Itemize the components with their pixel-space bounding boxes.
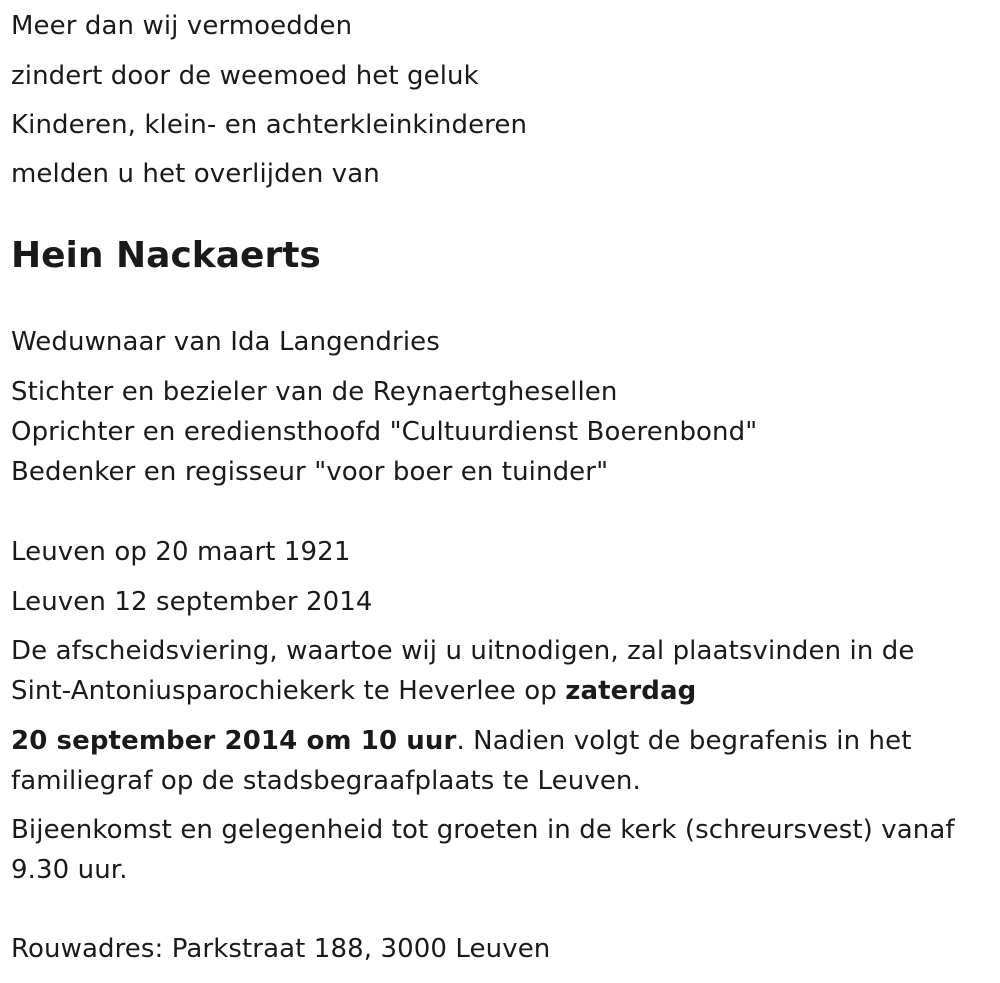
intro-line-3: Kinderen, klein- en achterkleinkinderen bbox=[11, 110, 528, 140]
ceremony-line-1: De afscheidsviering, waartoe wij u uitnodigen, zal plaatsvinden in de bbox=[11, 636, 915, 666]
ceremony-line-4: familiegraf op de stadsbegraafplaats te Leuven. bbox=[11, 766, 641, 796]
role-line-3: Oprichter en erediensthoofd "Cultuurdienst Boerenbond" bbox=[11, 417, 758, 447]
ceremony-line-3 bbox=[11, 721, 911, 761]
role-line-1: Weduwnaar van Ida Langendries bbox=[11, 327, 440, 357]
ceremony-day: zaterdag bbox=[565, 676, 697, 706]
mourning-address: Rouwadres: Parkstraat 188, 3000 Leuven bbox=[11, 934, 551, 964]
intro-line-2: zindert door de weemoed het geluk bbox=[11, 61, 479, 91]
role-line-4: Bedenker en regisseur "voor boer en tuinder" bbox=[11, 457, 609, 487]
intro-line-1: Meer dan wij vermoedden bbox=[11, 11, 353, 41]
ceremony-line-2 bbox=[11, 671, 696, 711]
birth-line: Leuven op 20 maart 1921 bbox=[11, 537, 351, 567]
death-line: Leuven 12 september 2014 bbox=[11, 587, 373, 617]
deceased-name: Hein Nackaerts bbox=[11, 235, 321, 276]
ceremony-church-text: Sint-Antoniusparochiekerk te Heverlee op bbox=[11, 676, 566, 706]
ceremony-date-time: 20 september 2014 om 10 uur bbox=[11, 726, 457, 756]
intro-line-4: melden u het overlijden van bbox=[11, 159, 380, 189]
gathering-line-2: 9.30 uur. bbox=[11, 855, 128, 885]
gathering-line-1: Bijeenkomst en gelegenheid tot groeten in de kerk (schreursvest) vanaf bbox=[11, 815, 955, 845]
ceremony-burial-text: . Nadien volgt de begrafenis in het bbox=[456, 726, 912, 756]
role-line-2: Stichter en bezieler van de Reynaertghesellen bbox=[11, 377, 618, 407]
